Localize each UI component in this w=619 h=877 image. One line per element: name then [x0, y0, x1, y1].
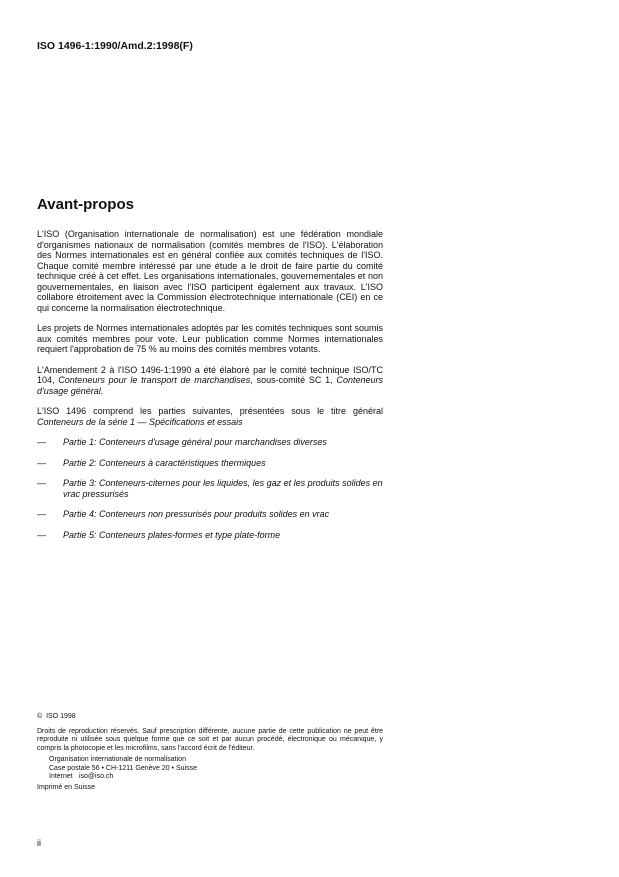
page-number: ii — [37, 838, 41, 848]
subcommittee-title: Conteneurs d'usage général. — [37, 375, 383, 396]
printed-in: Imprimé en Suisse — [37, 783, 95, 791]
dash: — — [37, 529, 46, 540]
email-address: iso@iso.ch — [78, 773, 114, 780]
list-item — [37, 437, 383, 448]
document-reference: ISO 1496-1:1990/Amd.2:1998(F) — [37, 40, 193, 52]
organisation-name: Organisation internationale de normalisation — [49, 756, 186, 763]
publisher-address — [49, 756, 383, 782]
dash: — — [37, 457, 46, 468]
part-title: Partie 3: Conteneurs-citernes pour les liquides, les gaz et les produits solides en vrac pressurisés — [63, 478, 383, 499]
dash: — — [37, 478, 46, 488]
list-item — [37, 509, 383, 520]
copyright-year: ISO 1998 — [46, 713, 76, 720]
list-item — [37, 458, 383, 469]
foreword-body — [37, 229, 383, 550]
paragraph-iso-intro: L'ISO (Organisation internationale de normalisation) est une fédération mondiale d'organismes nationaux de normalisation (comités membres de l'ISO). L'élaboration des Normes internationales est en général confiée aux comités techniques de l'ISO. Chaque comité membre intéressé par une étude a le droit de faire partie du comité technique créé à cet effet. Les organisations internationales, gouvernementales et non gouvernementales, en liaison avec l'ISO participent également aux travaux. L'ISO collabore étroitement avec la Commission électrotechnique internationale (CEI) en ce qui concerne la normalisation électrotechnique. — [37, 229, 383, 313]
copyright-notice: Droits de reproduction réservés. Sauf prescription différente, aucune partie de cette publication ne peut être reproduite ni utilisée sous quelque forme que ce soit et par aucun procédé, électronique ou mécanique, y compris la photocopie et les microfilms, sans l'accord écrit de l'éditeur. — [37, 727, 383, 752]
parts-intro-text: L'ISO 1496 comprend les parties suivantes, présentées sous le titre général — [37, 406, 383, 416]
committee-title: Conteneurs pour le transport de marchandises — [58, 375, 251, 385]
list-item — [37, 530, 383, 541]
parts-list — [37, 437, 383, 540]
part-title: Partie 5: Conteneurs plates-formes et type plate-forme — [63, 529, 281, 540]
series-title: Conteneurs de la série 1 — Spécifications et essais — [37, 416, 243, 427]
part-title: Partie 4: Conteneurs non pressurisés pour produits solides en vrac — [63, 509, 330, 519]
list-item — [37, 478, 383, 499]
page-title: Avant-propos — [37, 196, 134, 213]
copyright-symbol: © — [37, 713, 43, 720]
copyright-block — [37, 713, 383, 792]
dash: — — [37, 437, 46, 447]
paragraph-amendment — [37, 365, 383, 397]
paragraph-parts-intro — [37, 406, 383, 427]
part-title: Partie 2: Conteneurs à caractéristiques thermiques — [63, 457, 266, 468]
subcommittee-text: , sous-comité SC 1, — [250, 375, 337, 385]
amendment-text: L'Amendement 2 à l'ISO 1496-1:1990 a été élaboré par le comité technique ISO/TC 104, — [37, 364, 383, 385]
paragraph-voting: Les projets de Normes internationales adoptés par les comités techniques sont soumis aux comités membres pour vote. Leur publication comme Normes internationales requiert l'approbation de 75 % au moins des comités membres votants. — [37, 323, 383, 354]
internet-label: Internet — [49, 773, 73, 780]
dash: — — [37, 509, 46, 519]
postal-address: Case postale 56 • CH-1211 Genève 20 • Suisse — [49, 764, 197, 772]
part-title: Partie 1: Conteneurs d'usage général pour marchandises diverses — [63, 437, 327, 447]
